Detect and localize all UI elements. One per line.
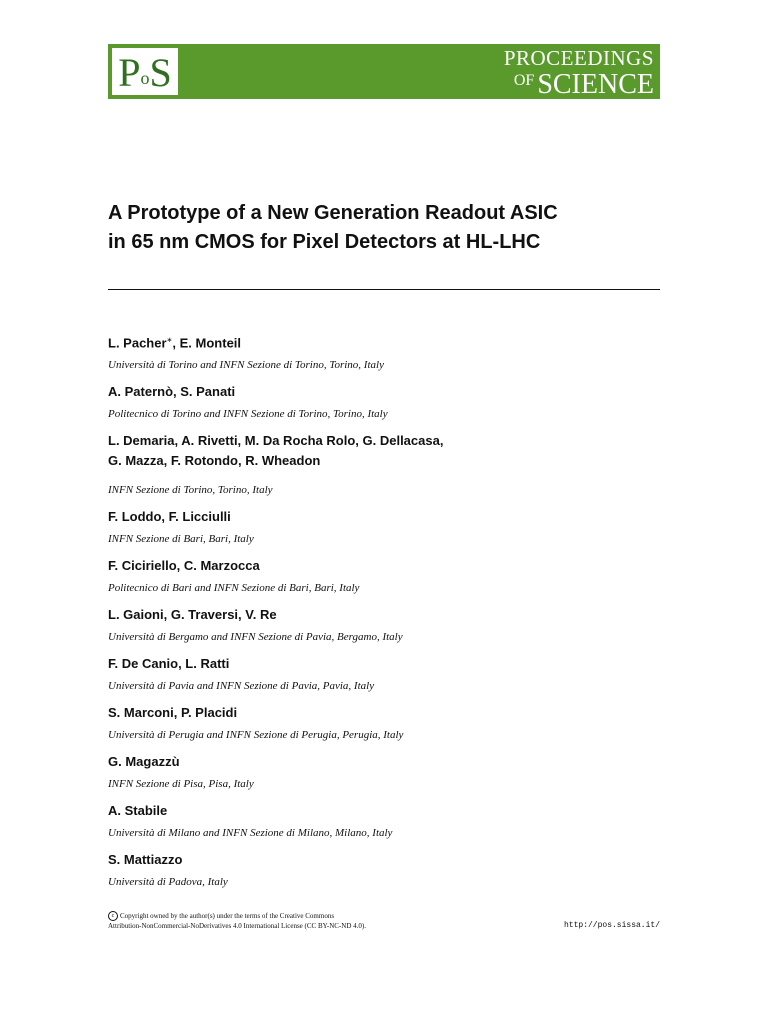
pos-url-link[interactable]: http://pos.sissa.it/ — [563, 921, 660, 930]
author-names: A. Stabile — [108, 803, 168, 819]
author-group — [108, 431, 660, 497]
author-affiliation: INFN Sezione di Torino, Torino, Italy — [108, 484, 273, 497]
logo-letter-p: P — [118, 49, 141, 95]
author-affiliation: Università di Torino and INFN Sezione di Torino, Torino, Italy — [108, 359, 384, 372]
author-group — [108, 556, 660, 595]
wordmark-science: SCIENCE — [537, 69, 654, 100]
wordmark-of: OF — [513, 72, 535, 89]
copyright-notice — [108, 911, 508, 931]
author-group — [108, 331, 660, 372]
logo-letter-s: S — [149, 49, 172, 95]
corresponding-author-marker: ∗ — [166, 337, 173, 344]
copyright-line-2: Attribution-NonCommercial-NoDerivatives 4.0 International License (CC BY-NC-ND 4.0). — [108, 922, 366, 931]
title-line-1: A Prototype of a New Generation Readout ASIC — [108, 202, 558, 224]
author-names: F. Ciciriello, C. Marzocca — [108, 558, 260, 574]
author-names: S. Mattiazzo — [108, 852, 183, 868]
author-affiliation: Università di Padova, Italy — [108, 876, 228, 889]
author-names: L. Gaioni, G. Traversi, V. Re — [108, 607, 277, 623]
author-group — [108, 382, 660, 421]
author-group — [108, 703, 660, 742]
pos-logo — [112, 48, 178, 95]
author-names-continued: G. Mazza, F. Rotondo, R. Wheadon — [108, 453, 321, 469]
author-names: L. Demaria, A. Rivetti, M. Da Rocha Rolo, G. Dellacasa, — [108, 433, 444, 449]
author-list — [108, 331, 660, 899]
author-group — [108, 801, 660, 840]
author-names: L. Pacher∗, E. Monteil — [108, 335, 242, 351]
author-affiliation: Politecnico di Torino and INFN Sezione di Torino, Torino, Italy — [108, 408, 388, 421]
title-line-2: in 65 nm CMOS for Pixel Detectors at HL-LHC — [108, 231, 541, 253]
title-rule — [108, 289, 660, 290]
author-names: A. Paternò, S. Panati — [108, 384, 236, 400]
pos-banner — [108, 44, 660, 99]
paper-title — [108, 199, 668, 257]
author-names: F. Loddo, F. Licciulli — [108, 509, 231, 525]
author-affiliation: Politecnico di Bari and INFN Sezione di Bari, Bari, Italy — [108, 582, 360, 595]
author-names: G. Magazzù — [108, 754, 180, 770]
author-affiliation: Università di Milano and INFN Sezione di Milano, Milano, Italy — [108, 827, 393, 840]
author-affiliation: Università di Perugia and INFN Sezione di Perugia, Perugia, Italy — [108, 729, 404, 742]
author-group — [108, 752, 660, 791]
author-affiliation: INFN Sezione di Bari, Bari, Italy — [108, 533, 254, 546]
wordmark-proceedings: PROCEEDINGS — [503, 46, 654, 70]
author-group — [108, 507, 660, 546]
author-affiliation: Università di Pavia and INFN Sezione di Pavia, Pavia, Italy — [108, 680, 375, 693]
copyright-icon: c — [108, 911, 118, 921]
author-names: F. De Canio, L. Ratti — [108, 656, 230, 672]
author-group — [108, 605, 660, 644]
author-group — [108, 654, 660, 693]
copyright-line-1: Copyright owned by the author(s) under the terms of the Creative Commons — [120, 912, 335, 920]
author-names: S. Marconi, P. Placidi — [108, 705, 238, 721]
author-affiliation: Università di Bergamo and INFN Sezione di Pavia, Bergamo, Italy — [108, 631, 403, 644]
author-group — [108, 850, 660, 889]
author-affiliation: INFN Sezione di Pisa, Pisa, Italy — [108, 778, 254, 791]
pos-wordmark — [504, 46, 654, 99]
logo-letter-o: o — [140, 67, 150, 88]
